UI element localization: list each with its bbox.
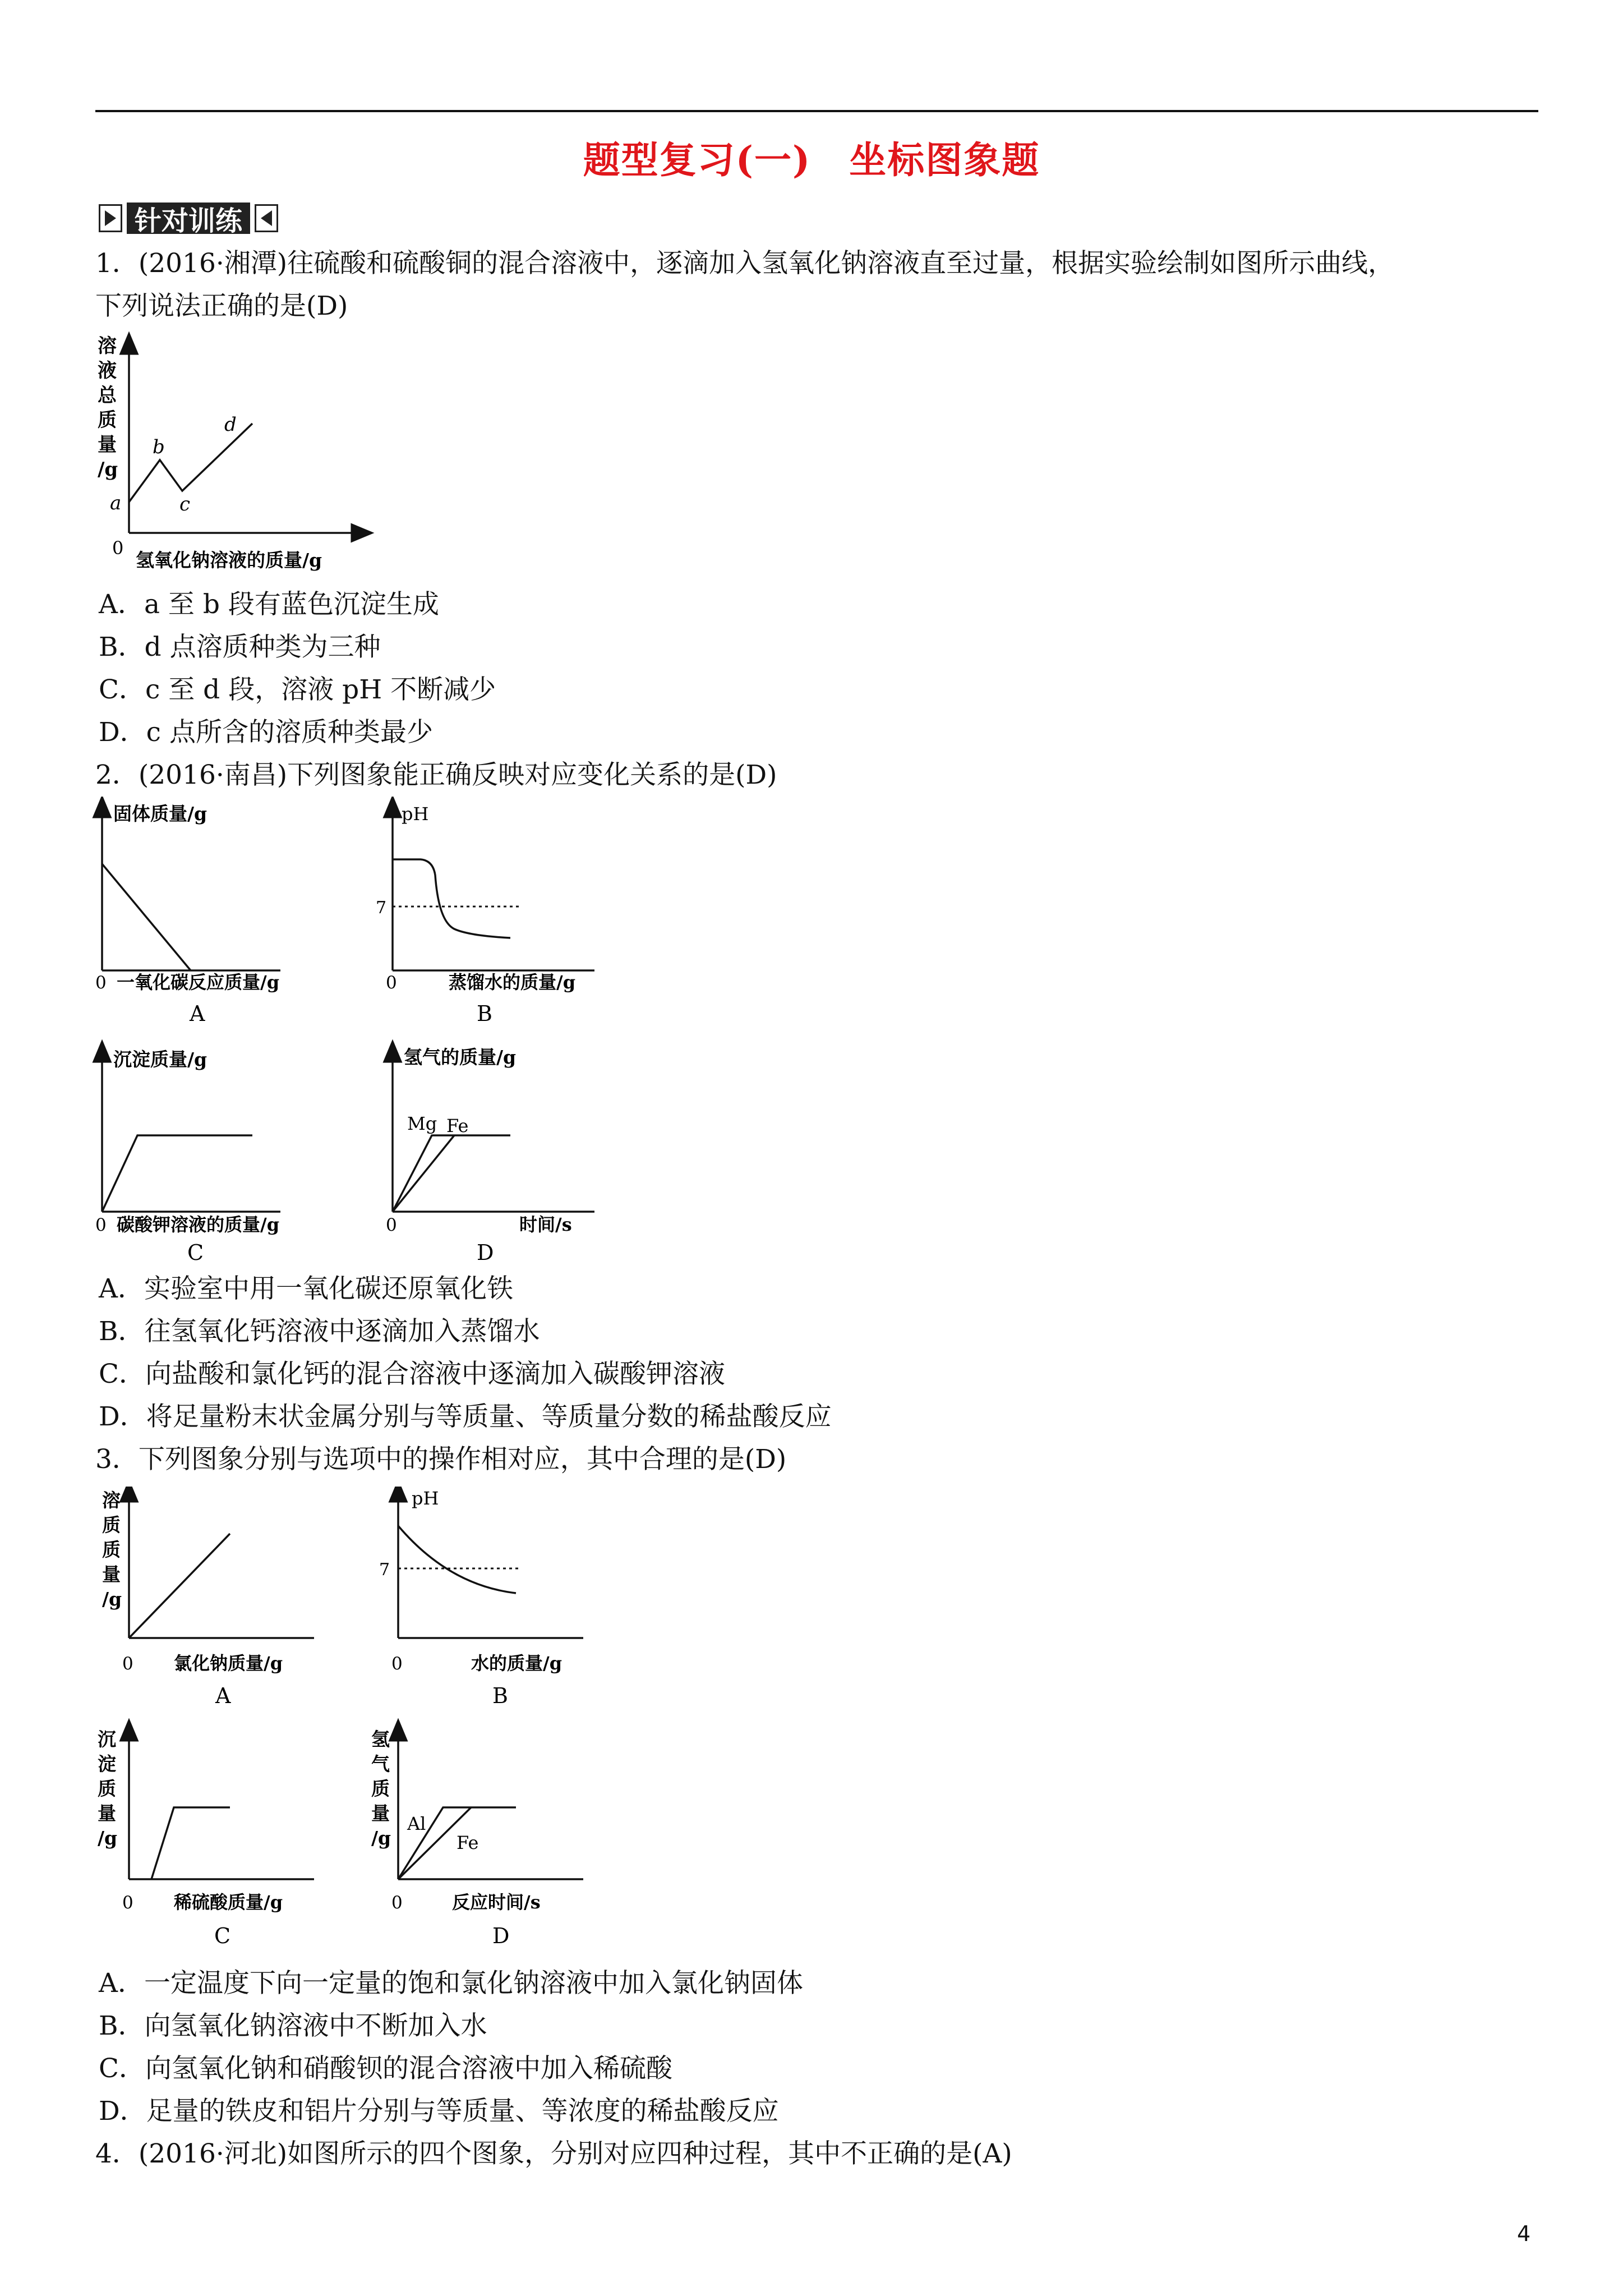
q1-point-a: a [110,492,122,514]
q3-figure-a [102,1489,314,1708]
q2-option-b: B．往氢氧化钙溶液中逐滴加入蒸馏水 [99,1316,540,1347]
q3a-ylabel-char: 质 [102,1539,121,1561]
q2b-ylabel: pH [402,803,429,825]
q2-figure-b [376,803,594,1026]
q1-point-c: c [179,493,191,516]
q1-ylabel-char: 液 [98,360,117,382]
q3b-origin: 0 [391,1654,403,1674]
q1-ylabel-char: 质 [98,409,117,431]
play-right-icon [99,204,122,232]
q3-figures [90,1487,651,1969]
q2-figure-c [95,1048,280,1265]
q3b-xlabel: 水的质量/g [471,1653,562,1674]
q3a-line [129,1534,230,1638]
q2a-caption: A [190,1001,205,1026]
page-number: 4 [1517,2221,1531,2246]
q2c-ylabel: 沉淀质量/g [113,1048,208,1070]
q1-origin: 0 [112,537,124,559]
q2d-caption: D [477,1240,494,1265]
q2-option-c: C．向盐酸和氯化钙的混合溶液中逐滴加入碳酸钾溶液 [99,1359,725,1389]
q1-point-b: b [153,436,165,458]
q3a-ylabel-char: 量 [102,1563,121,1585]
q4-stem: 4．(2016·河北)如图所示的四个图象，分别对应四种过程，其中不正确的是(A) [95,2138,1012,2169]
q3d-ylabel-char: 质 [371,1778,390,1800]
q3c-origin: 0 [122,1893,133,1913]
q2c-xlabel: 碳酸钾溶液的质量/g [117,1214,280,1235]
q3a-ylabel-char: /g [102,1588,122,1610]
q3a-xlabel: 氯化钠质量/g [174,1653,283,1674]
q3d-ylabel-char: 氢 [371,1728,390,1750]
q2d-series-mg: Mg [407,1113,437,1134]
q2b-xlabel: 蒸馏水的质量/g [449,972,576,993]
q1-ylabel-char: /g [98,458,118,481]
q3b-ylabel: pH [412,1488,439,1509]
q1-figure [90,331,381,578]
q2a-xlabel: 一氧化碳反应质量/g [117,972,280,993]
play-left-icon [255,204,278,232]
q3-stem: 3．下列图象分别与选项中的操作相对应，其中合理的是(D) [95,1444,787,1475]
q3c-line [151,1807,230,1879]
q1-stem-line2: 下列说法正确的是(D) [95,291,348,321]
q3-option-d: D．足量的铁皮和铝片分别与等质量、等浓度的稀盐酸反应 [99,2096,779,2127]
q2-figure-d [386,1046,594,1265]
q2a-line [102,864,191,970]
q2d-line-mg [393,1135,510,1212]
q2d-ylabel: 氢气的质量/g [404,1046,517,1068]
q2-option-a: A．实验室中用一氧化碳还原氧化铁 [99,1273,513,1304]
q3a-caption: A [215,1683,231,1708]
q3d-ylabel-char: /g [371,1827,391,1849]
q1-ylabel-char: 总 [98,384,117,407]
q2-option-d: D．将足量粉末状金属分别与等质量、等质量分数的稀盐酸反应 [99,1401,832,1432]
q3d-series-al: Al [407,1813,426,1834]
top-rule [95,110,1538,112]
q3-option-a: A．一定温度下向一定量的饱和氯化钠溶液中加入氯化钠固体 [99,1968,803,1999]
q3a-ylabel-char: 质 [102,1514,121,1536]
q3-figure-d [371,1728,583,1948]
q1-point-d: d [224,413,237,436]
q1-xlabel: 氢氧化钠溶液的质量/g [136,549,322,571]
q2b-ref-label: 7 [376,898,387,918]
q3-figure-b [379,1488,583,1708]
q2a-origin: 0 [95,973,107,993]
q2b-curve [393,859,510,938]
page-title: 题型复习(一) 坐标图象题 [583,138,1040,182]
q1-option-d: D．c 点所含的溶质种类最少 [99,717,433,748]
q1-ylabel-char: 溶 [98,335,117,357]
q3b-ref-label: 7 [379,1560,390,1580]
q2b-caption: B [477,1001,492,1026]
q3d-caption: D [492,1924,510,1948]
q2c-origin: 0 [95,1215,107,1235]
q3a-ylabel-char: 溶 [102,1489,121,1511]
q2-figure-a [95,803,280,1026]
q1-option-a: A．a 至 b 段有蓝色沉淀生成 [99,589,439,620]
q3-option-b: B．向氢氧化钠溶液中不断加入水 [99,2010,487,2041]
q3c-ylabel-char: 质 [98,1778,116,1800]
q1-ylabel-char: 量 [98,434,117,456]
q3b-curve [398,1526,516,1593]
q3c-caption: C [214,1924,231,1948]
q3d-series-fe: Fe [457,1832,479,1853]
q3d-ylabel-char: 气 [371,1753,390,1775]
q2-figures [90,797,651,1290]
q3a-origin: 0 [122,1654,133,1674]
q3b-caption: B [492,1683,508,1708]
q2c-line [102,1135,252,1212]
q2c-caption: C [187,1240,204,1265]
q3c-ylabel-char: 量 [98,1802,116,1824]
q3-figure-c [98,1728,314,1948]
section-tag [99,200,278,237]
q2d-line-fe [393,1135,454,1212]
q2d-xlabel: 时间/s [519,1214,572,1235]
q2d-series-fe: Fe [446,1115,469,1137]
q3c-ylabel-char: 沉 [98,1728,116,1750]
q1-option-c: C．c 至 d 段，溶液 pH 不断减少 [99,674,496,705]
q3c-xlabel: 稀硫酸质量/g [174,1892,283,1913]
section-tag-label: 针对训练 [127,203,250,234]
q2b-origin: 0 [386,973,397,993]
q2-stem: 2．(2016·南昌)下列图象能正确反映对应变化关系的是(D) [95,760,777,790]
q3c-ylabel-char: /g [98,1827,118,1849]
q3d-origin: 0 [391,1893,403,1913]
q2d-origin: 0 [386,1215,397,1235]
q3c-ylabel-char: 淀 [98,1753,116,1775]
q3d-ylabel-char: 量 [371,1802,390,1824]
q1-option-b: B．d 点溶质种类为三种 [99,632,381,662]
q3d-xlabel: 反应时间/s [452,1892,541,1913]
q1-stem-line1: 1．(2016·湘潭)往硫酸和硫酸铜的混合溶液中，逐滴加入氢氧化钠溶液直至过量，根据实验绘制如图所示曲线， [95,248,1395,279]
q3-option-c: C．向氢氧化钠和硝酸钡的混合溶液中加入稀硫酸 [99,2053,672,2084]
q2a-ylabel: 固体质量/g [113,803,208,825]
